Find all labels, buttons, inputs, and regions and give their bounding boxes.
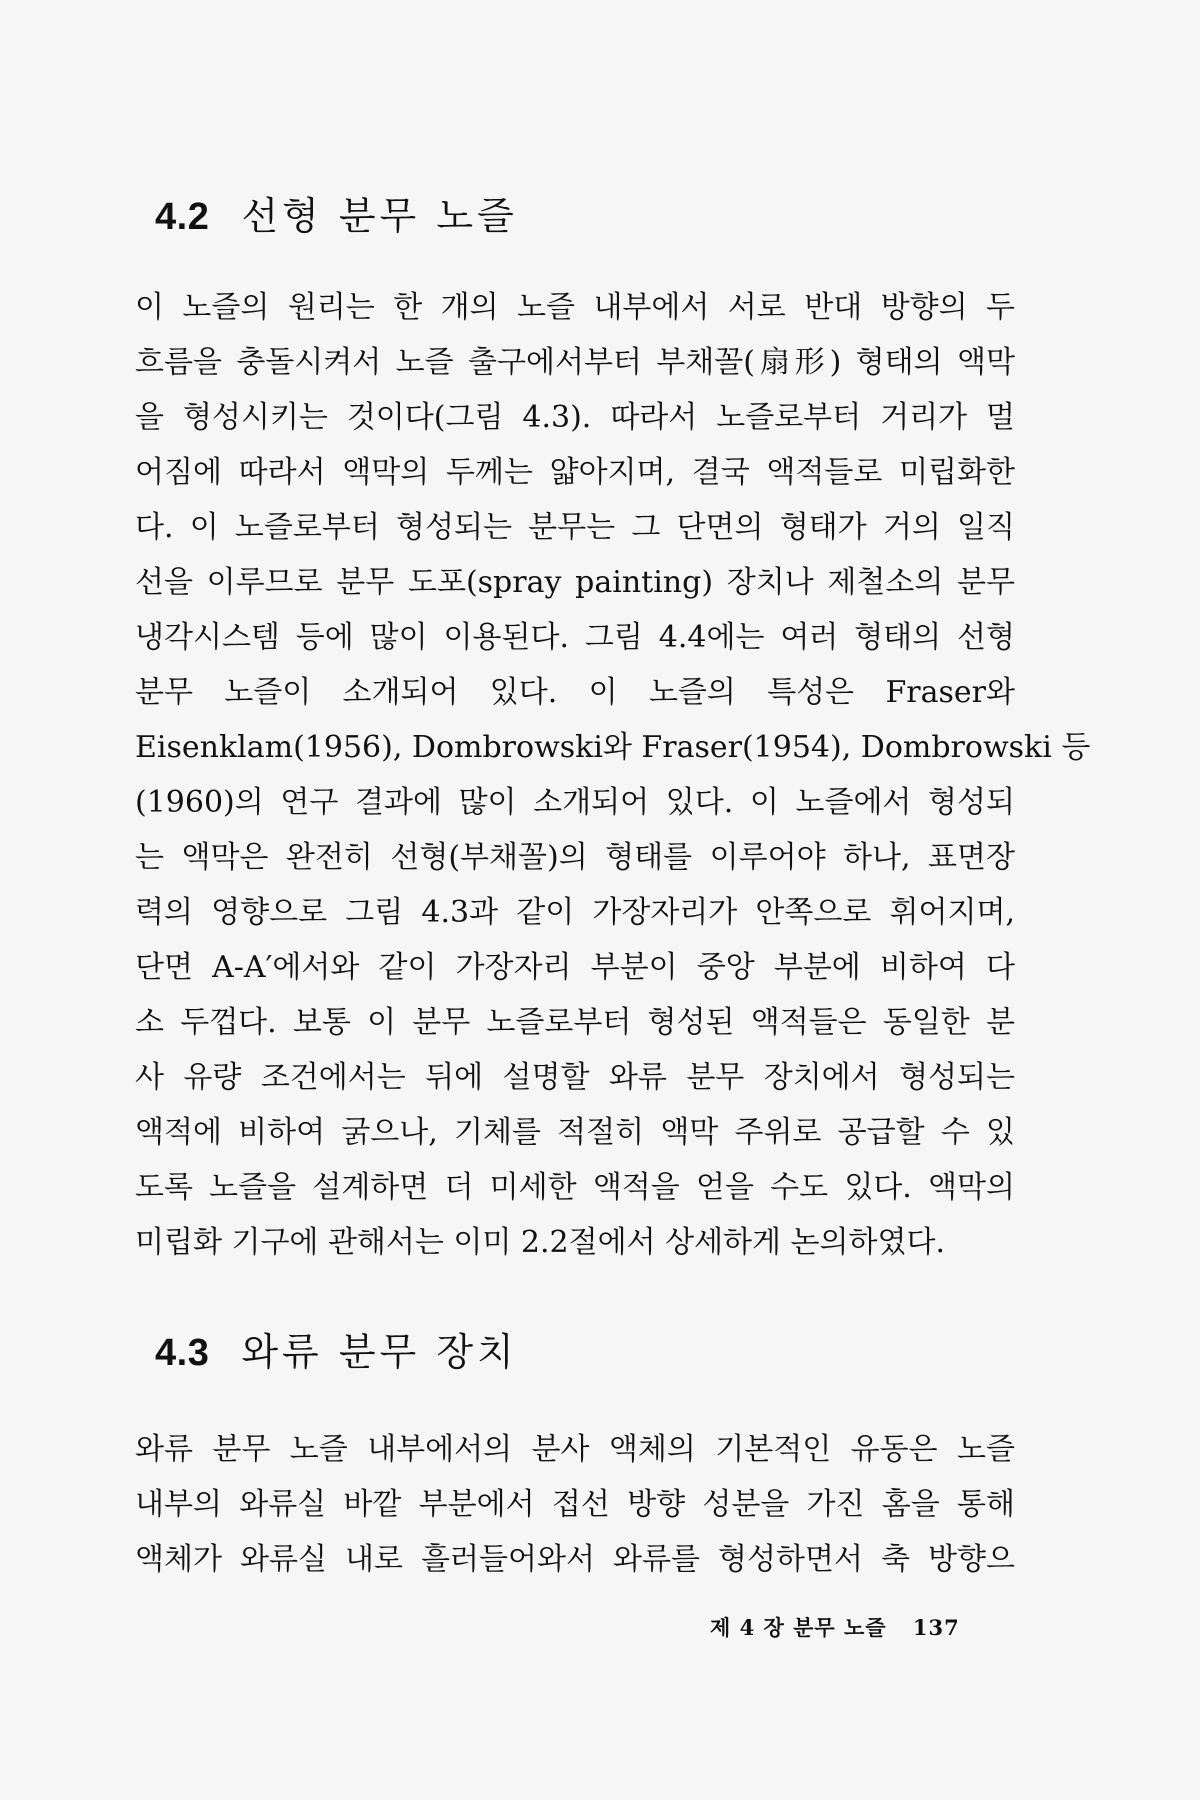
body-line: (1960)의 연구 결과에 많이 소개되어 있다. 이 노즐에서 형성되 bbox=[135, 785, 1015, 820]
body-line: 단면 A-A′에서와 같이 가장자리 부분이 중앙 부분에 비하여 다 bbox=[135, 950, 1015, 985]
section-heading-4-2 bbox=[155, 194, 518, 238]
body-line: Eisenklam(1956), Dombrowski와 Fraser(1954), Dombrowski 등 bbox=[135, 730, 1091, 765]
section-number: 4.3 bbox=[155, 1332, 210, 1374]
page-footer bbox=[710, 1612, 960, 1642]
page-number: 137 bbox=[912, 1615, 960, 1640]
body-line: 액적에 비하여 굵으나, 기체를 적절히 액막 주위로 공급할 수 있 bbox=[135, 1115, 1015, 1150]
section-number: 4.2 bbox=[155, 196, 210, 238]
section-title: 와류 분무 장치 bbox=[241, 1330, 518, 1374]
section-title: 선형 분무 노즐 bbox=[241, 194, 518, 238]
running-head: 제 4 장 분무 노즐 bbox=[710, 1615, 887, 1640]
body-line: 선을 이루므로 분무 도포(spray painting) 장치나 제철소의 분무 bbox=[135, 565, 1015, 600]
body-line: 도록 노즐을 설계하면 더 미세한 액적을 얻을 수도 있다. 액막의 bbox=[135, 1170, 1015, 1205]
body-line: 액체가 와류실 내로 흘러들어와서 와류를 형성하면서 축 방향으 bbox=[135, 1542, 1015, 1577]
body-line: 력의 영향으로 그림 4.3과 같이 가장자리가 안쪽으로 휘어지며, bbox=[135, 895, 1015, 930]
body-line: 이 노즐의 원리는 한 개의 노즐 내부에서 서로 반대 방향의 두 bbox=[135, 290, 1015, 325]
body-line: 어짐에 따라서 액막의 두께는 얇아지며, 결국 액적들로 미립화한 bbox=[135, 455, 1015, 490]
body-line: 소 두껍다. 보통 이 분무 노즐로부터 형성된 액적들은 동일한 분 bbox=[135, 1005, 1015, 1040]
body-line: 내부의 와류실 바깥 부분에서 접선 방향 성분을 가진 홈을 통해 bbox=[135, 1487, 1015, 1522]
body-line: 는 액막은 완전히 선형(부채꼴)의 형태를 이루어야 하나, 표면장 bbox=[135, 840, 1015, 875]
body-line: 흐름을 충돌시켜서 노즐 출구에서부터 부채꼴(扇形) 형태의 액막 bbox=[135, 345, 1015, 380]
body-line: 사 유량 조건에서는 뒤에 설명할 와류 분무 장치에서 형성되는 bbox=[135, 1060, 1015, 1095]
body-line: 분무 노즐이 소개되어 있다. 이 노즐의 특성은 Fraser와 bbox=[135, 675, 1015, 710]
body-line: 다. 이 노즐로부터 형성되는 분무는 그 단면의 형태가 거의 일직 bbox=[135, 510, 1015, 545]
section-heading-4-3 bbox=[155, 1330, 518, 1374]
body-line: 냉각시스템 등에 많이 이용된다. 그림 4.4에는 여러 형태의 선형 bbox=[135, 620, 1015, 655]
body-line: 미립화 기구에 관해서는 이미 2.2절에서 상세하게 논의하였다. bbox=[135, 1225, 945, 1260]
body-line: 와류 분무 노즐 내부에서의 분사 액체의 기본적인 유동은 노즐 bbox=[135, 1432, 1015, 1467]
body-line: 을 형성시키는 것이다(그림 4.3). 따라서 노즐로부터 거리가 멀 bbox=[135, 400, 1015, 435]
